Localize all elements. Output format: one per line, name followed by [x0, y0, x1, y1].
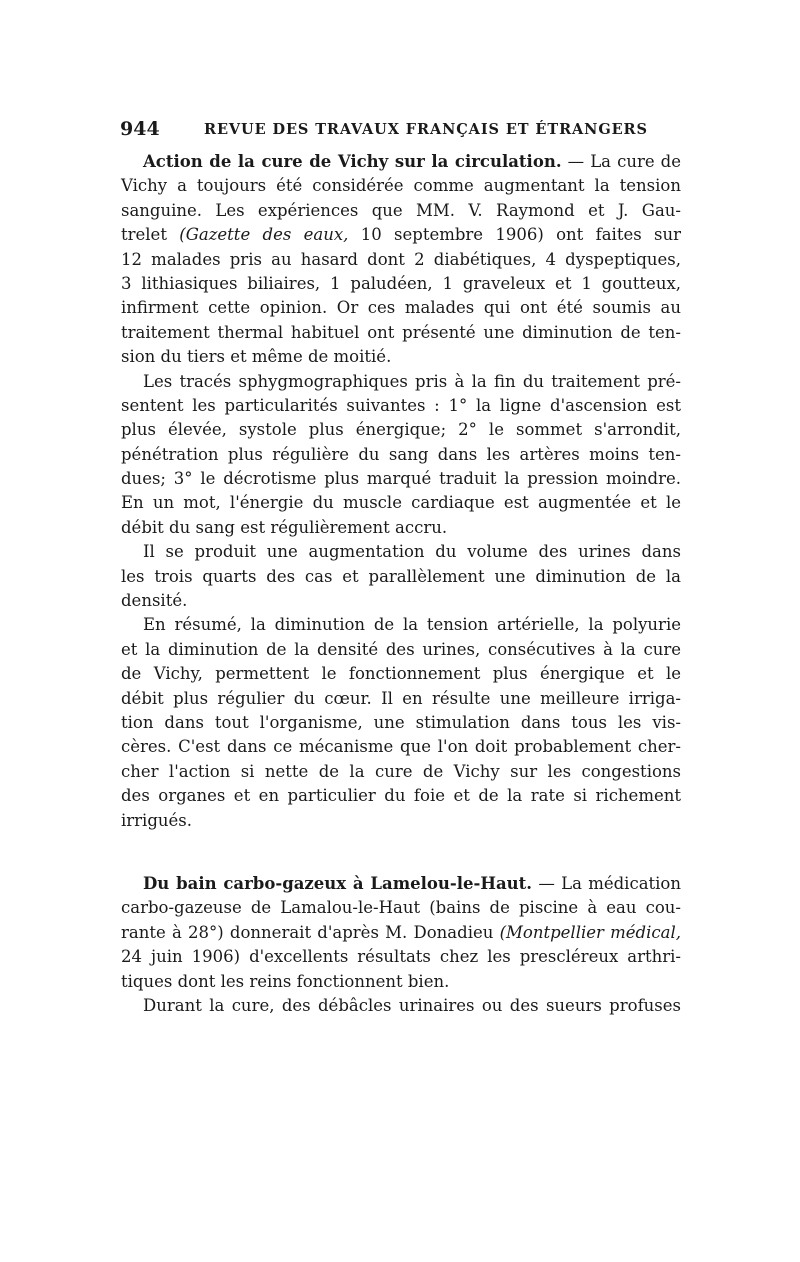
text-line: sentent les particularités suivantes : 1° la ligne d'ascension est [121, 395, 681, 415]
text-fragment: — La cure de [561, 152, 682, 171]
text-line: les trois quarts des cas et parallèlement une diminution de la [121, 566, 681, 586]
text-line: 3 lithiasiques biliaires, 1 paludéen, 1 graveleux et 1 goutteux, [121, 273, 681, 293]
running-title: REVUE DES TRAVAUX FRANÇAIS ET ÉTRANGERS [204, 121, 648, 138]
text-line [121, 150, 681, 174]
text-fragment: rante à 28°) donnerait d'après M. Donadieu [121, 922, 500, 942]
text-line: Les tracés sphygmographiques pris à la fin du traitement pré- [143, 371, 681, 391]
text-line: En résumé, la diminution de la tension artérielle, la polyurie [143, 615, 681, 635]
text-line: 24 juin 1906) d'excellents résultats chez les prescléreux arthri- [121, 947, 681, 967]
text-line: débit plus régulier du cœur. Il en résulte une meilleure irriga- [121, 688, 681, 708]
text-line [121, 921, 681, 945]
text-line: Il se produit une augmentation du volume des urines dans [143, 542, 681, 562]
text-line: tion dans tout l'organisme, une stimulation dans tous les vis- [121, 712, 681, 732]
text-line: dues; 3° le décrotisme plus marqué traduit la pression moindre. [121, 469, 681, 489]
text-line: cères. C'est dans ce mécanisme que l'on doit probablement cher- [121, 737, 681, 757]
text-line: et la diminution de la densité des urines, consécutives à la cure [121, 639, 681, 659]
text-line: pénétration plus régulière du sang dans les artères moins ten- [121, 444, 681, 464]
text-line: densité. [121, 591, 188, 611]
section-heading-vichy: Action de la cure de Vichy sur la circulation. [143, 152, 562, 171]
text-line: En un mot, l'énergie du muscle cardiaque est augmentée et le [121, 493, 681, 513]
text-line [121, 872, 681, 896]
text-line: de Vichy, permettent le fonctionnement plus énergique et le [121, 664, 681, 684]
text-fragment: — La médication [532, 873, 681, 893]
text-line: irrigués. [121, 810, 192, 830]
text-line: tiques dont les reins fonctionnent bien. [121, 971, 450, 991]
text-line [121, 223, 681, 247]
text-line: Durant la cure, des débâcles urinaires ou des sueurs profuses [143, 995, 681, 1015]
text-line: sanguine. Les expériences que MM. V. Raymond et J. Gau- [121, 200, 681, 220]
text-fragment: trelet [121, 225, 180, 245]
journal-citation: (Montpellier médical, [499, 922, 681, 942]
text-line: cher l'action si nette de la cure de Vichy sur les congestions [121, 761, 681, 781]
text-line: traitement thermal habituel ont présenté une diminution de ten- [121, 322, 681, 342]
text-fragment: 10 septembre 1906) ont faites sur [348, 225, 681, 245]
text-line: des organes et en particulier du foie et de la rate si richement [121, 786, 681, 806]
text-line: 12 malades pris au hasard dont 2 diabétiques, 4 dyspeptiques, [121, 249, 681, 269]
text-line: débit du sang est régulièrement accru. [121, 517, 448, 537]
running-head [120, 114, 682, 144]
text-line: Vichy a toujours été considérée comme augmentant la tension [121, 176, 681, 196]
text-line: infirment cette opinion. Or ces malades qui ont été soumis au [121, 298, 681, 318]
text-line: plus élevée, systole plus énergique; 2° le sommet s'arrondit, [121, 420, 681, 440]
section-gap [121, 833, 681, 872]
body-text [121, 150, 681, 1018]
journal-citation: (Gazette des eaux, [179, 225, 349, 245]
text-line: carbo-gazeuse de Lamalou-le-Haut (bains de piscine à eau cou- [121, 898, 681, 918]
section-heading-lamalou: Du bain carbo-gazeux à Lamelou-le-Haut. [143, 873, 533, 893]
page-number: 944 [120, 118, 160, 140]
text-line: sion du tiers et même de moitié. [121, 347, 392, 367]
